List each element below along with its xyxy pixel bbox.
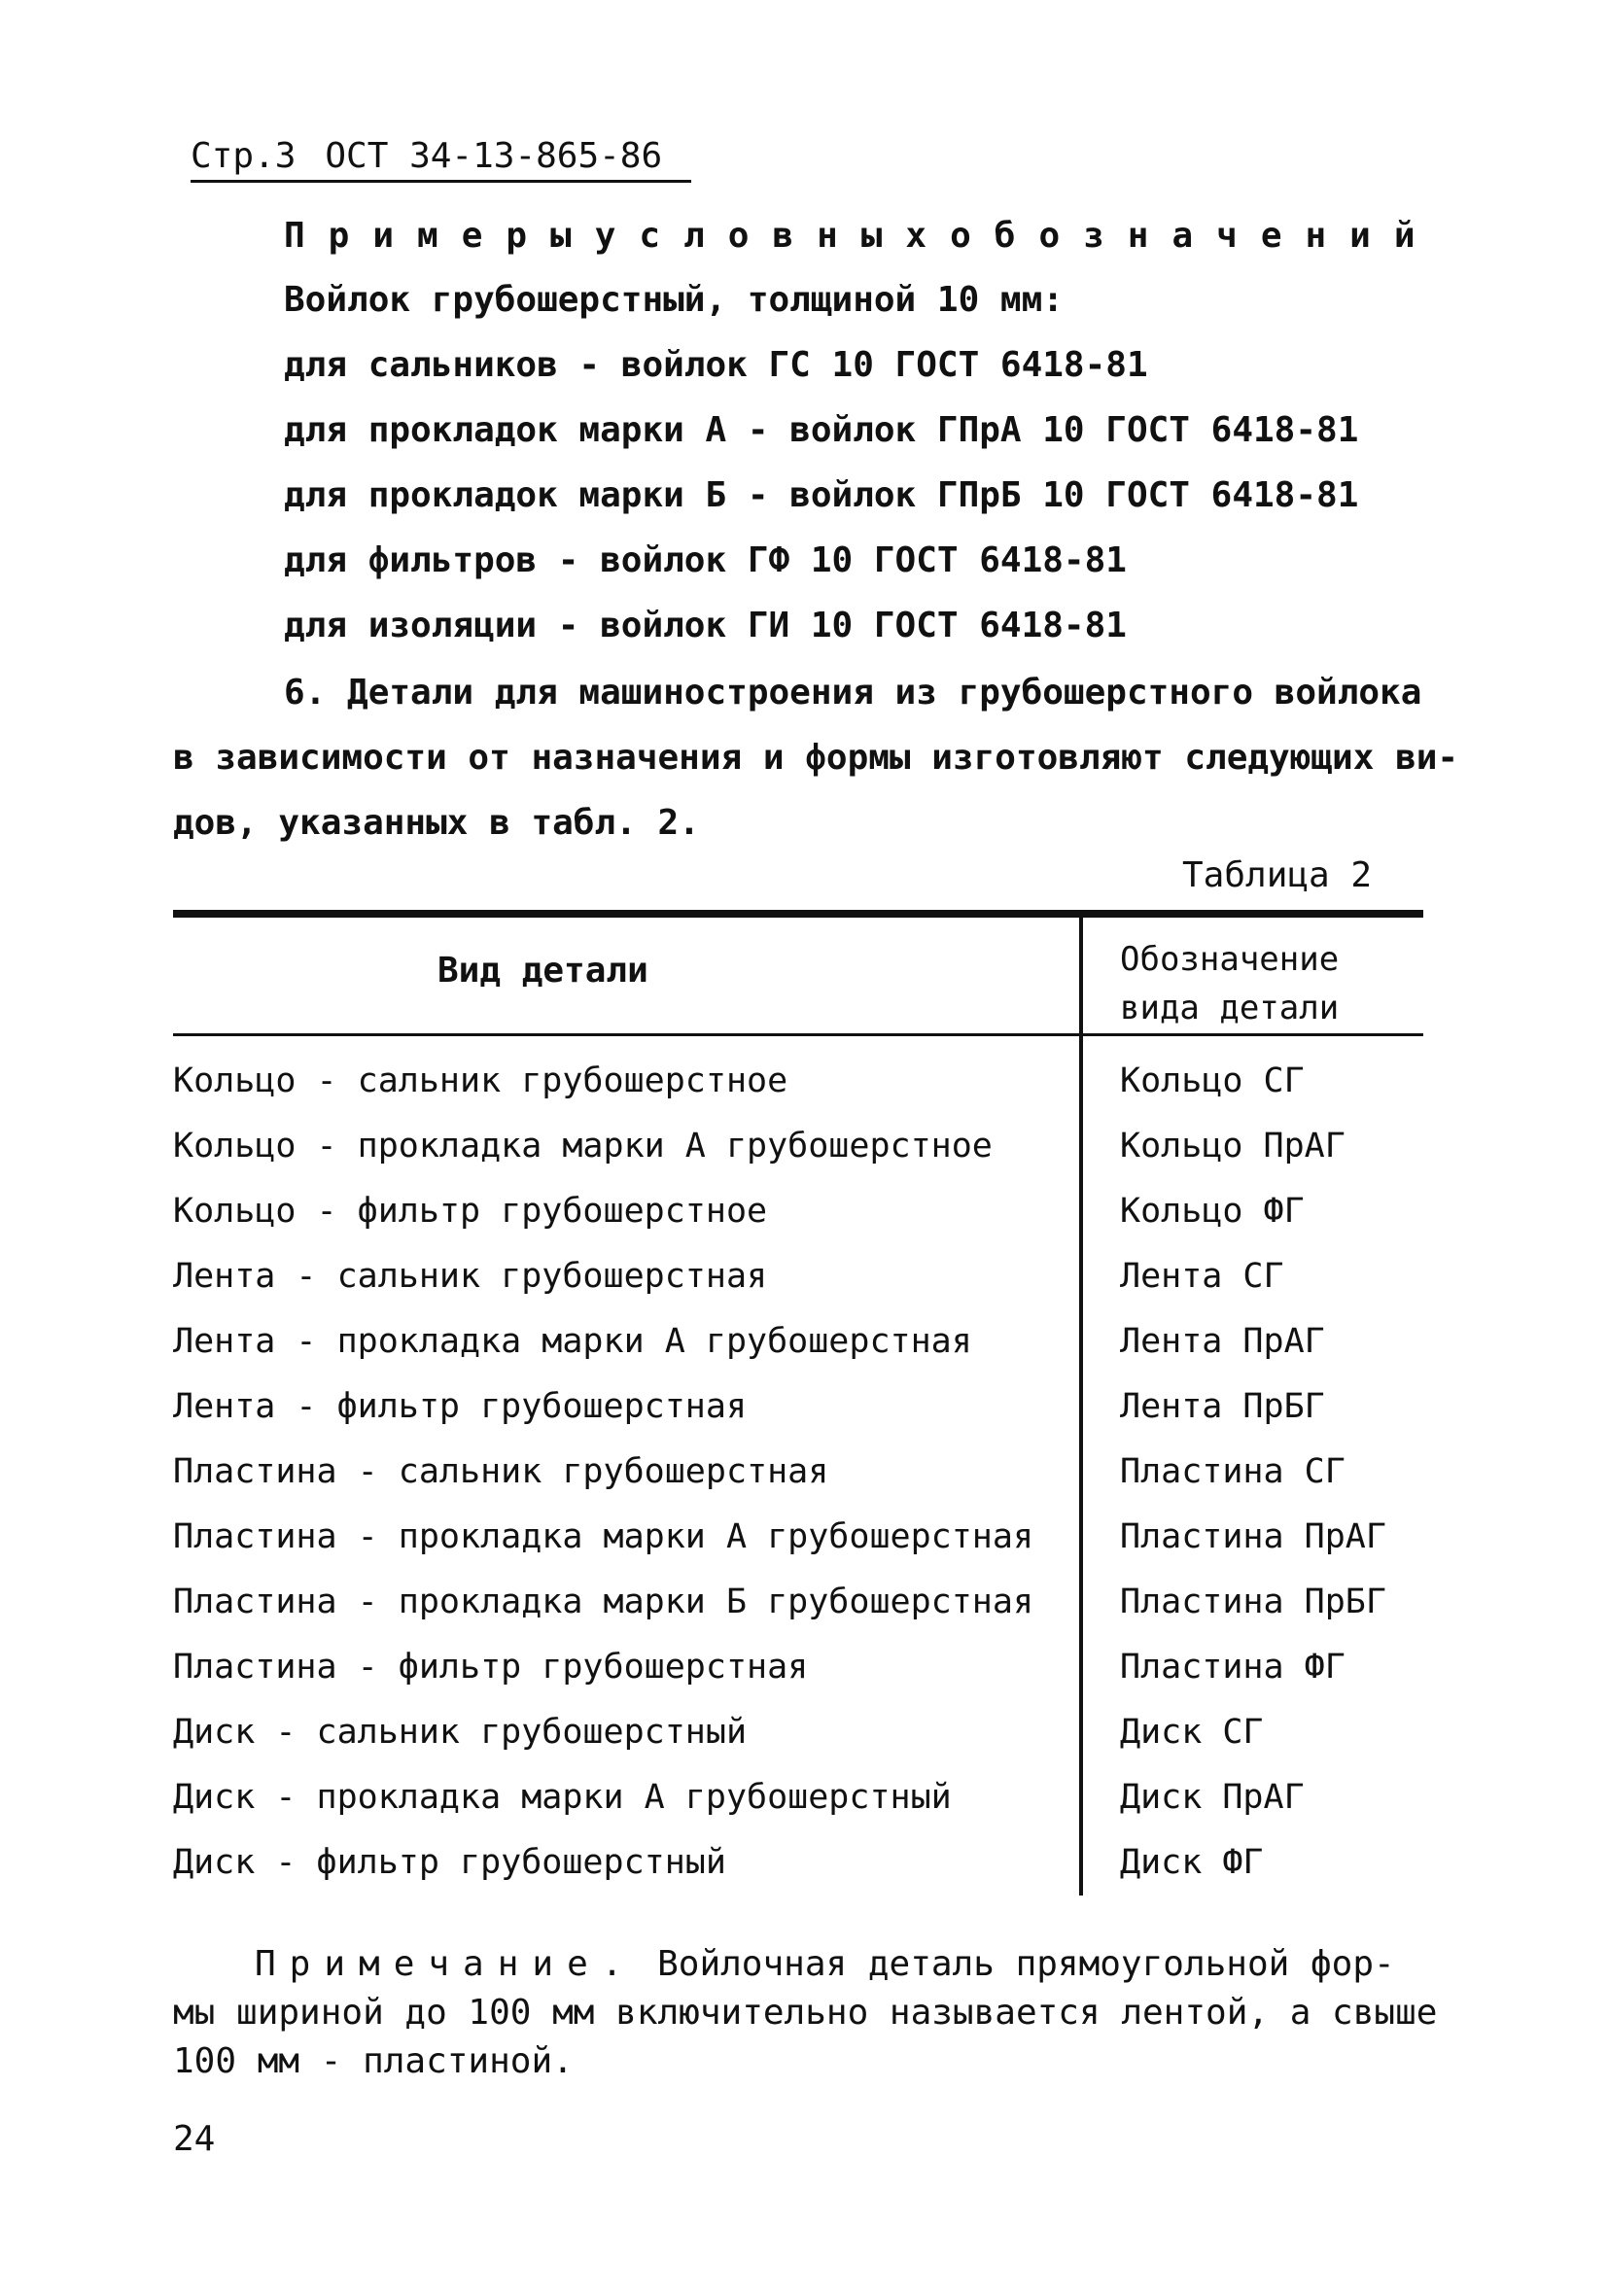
table-cell-code: Лента ПрБГ xyxy=(1120,1387,1325,1426)
page-header xyxy=(191,136,691,183)
table-row xyxy=(173,1192,1423,1257)
table-cell-kind: Кольцо - прокладка марки А грубошерстное xyxy=(173,1127,993,1165)
table-cell-code: Диск СГ xyxy=(1120,1713,1264,1752)
table-cell-code: Кольцо СГ xyxy=(1120,1061,1305,1100)
table-row xyxy=(173,1713,1423,1778)
table-cell-kind: Диск - фильтр грубошерстный xyxy=(173,1843,726,1882)
table-cell-code: Пластина ПрАГ xyxy=(1120,1517,1386,1556)
table-cell-code: Лента СГ xyxy=(1120,1257,1284,1296)
table-cell-code: Пластина СГ xyxy=(1120,1452,1346,1491)
table-cell-code: Кольцо ПрАГ xyxy=(1120,1127,1346,1165)
example-line-4: для фильтров - войлок ГФ 10 ГОСТ 6418-81 xyxy=(284,540,1127,580)
note-line-1-text: Войлочная деталь прямоугольной фор- xyxy=(657,1944,1395,1984)
table-cell-code: Диск ФГ xyxy=(1120,1843,1264,1882)
example-line-5: для изоляции - войлок ГИ 10 ГОСТ 6418-81 xyxy=(284,606,1127,645)
table-cell-code: Пластина ФГ xyxy=(1120,1648,1346,1687)
table-row xyxy=(173,1452,1423,1517)
table-header-kind: Вид детали xyxy=(437,951,648,991)
note-line-1 xyxy=(255,1944,1395,1984)
table-cell-kind: Лента - фильтр грубошерстная xyxy=(173,1387,748,1426)
table-row xyxy=(173,1648,1423,1713)
table-cell-kind: Пластина - сальник грубошерстная xyxy=(173,1452,829,1491)
examples-title-word-1: Примеры xyxy=(284,216,595,256)
table-row xyxy=(173,1583,1423,1648)
table-row xyxy=(173,1517,1423,1583)
table-top-rule xyxy=(173,910,1423,918)
table-header-code xyxy=(1120,935,1339,1032)
paragraph-6-line-2: в зависимости от назначения и формы изготовляют следующих ви- xyxy=(173,738,1459,778)
example-line-2: для прокладок марки А - войлок ГПрА 10 ГОСТ 6418-81 xyxy=(284,410,1359,450)
table-cell-kind: Лента - прокладка марки А грубошерстная xyxy=(173,1322,972,1361)
table-cell-kind: Пластина - фильтр грубошерстная xyxy=(173,1648,809,1687)
paragraph-6-line-1: 6. Детали для машиностроения из грубошерстного войлока xyxy=(284,673,1422,713)
table-header-code-line-1: Обозначение xyxy=(1120,940,1340,979)
example-line-3: для прокладок марки Б - войлок ГПрБ 10 ГОСТ 6418-81 xyxy=(284,475,1359,515)
paragraph-6-line-3: дов, указанных в табл. 2. xyxy=(173,803,700,843)
table-row xyxy=(173,1322,1423,1387)
table-cell-code: Кольцо ФГ xyxy=(1120,1192,1305,1231)
table-header-rule xyxy=(173,1033,1423,1036)
note-line-2: мы шириной до 100 мм включительно называется лентой, а свыше xyxy=(173,1993,1438,2033)
table-cell-kind: Пластина - прокладка марки А грубошерстная xyxy=(173,1517,1034,1556)
table-cell-code: Лента ПрАГ xyxy=(1120,1322,1325,1361)
table-cell-kind: Диск - сальник грубошерстный xyxy=(173,1713,748,1752)
table-cell-kind: Кольцо - фильтр грубошерстное xyxy=(173,1192,768,1231)
note-label: Примечание. xyxy=(255,1944,637,1984)
table-cell-kind: Лента - сальник грубошерстная xyxy=(173,1257,768,1296)
table-row xyxy=(173,1387,1423,1452)
page-number: 24 xyxy=(173,2119,216,2159)
examples-intro: Войлок грубошерстный, толщиной 10 мм: xyxy=(284,280,1064,320)
table-row xyxy=(173,1061,1423,1127)
standard-number: ОСТ 34-13-865-86 xyxy=(325,136,663,176)
table-cell-kind: Кольцо - сальник грубошерстное xyxy=(173,1061,788,1100)
example-line-1: для сальников - войлок ГС 10 ГОСТ 6418-81 xyxy=(284,345,1148,385)
table-row xyxy=(173,1257,1423,1322)
table-row xyxy=(173,1843,1423,1908)
table-caption: Таблица 2 xyxy=(1182,855,1373,895)
table-row xyxy=(173,1127,1423,1192)
examples-title-word-3: обозначений xyxy=(950,216,1439,256)
table-cell-kind: Пластина - прокладка марки Б грубошерстная xyxy=(173,1583,1034,1621)
table-cell-code: Пластина ПрБГ xyxy=(1120,1583,1386,1621)
table-header-code-line-2: вида детали xyxy=(1120,989,1340,1027)
table-row xyxy=(173,1778,1423,1843)
examples-title-word-2: условных xyxy=(594,216,951,256)
note-line-3: 100 мм - пластиной. xyxy=(173,2041,574,2081)
examples-title xyxy=(284,216,1439,256)
table-cell-code: Диск ПрАГ xyxy=(1120,1778,1305,1817)
table-cell-kind: Диск - прокладка марки А грубошерстный xyxy=(173,1778,952,1817)
page-label: Стр.3 xyxy=(191,136,297,176)
